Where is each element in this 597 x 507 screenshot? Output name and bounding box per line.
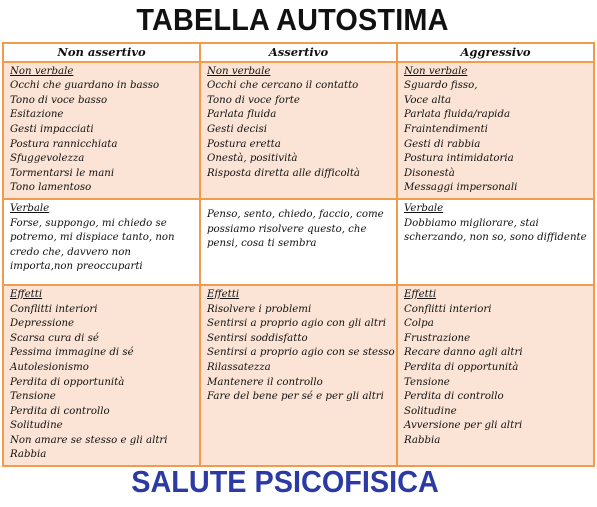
- list-item: Postura intimidatoria: [404, 153, 514, 165]
- header-aggressivo: Aggressivo: [397, 43, 594, 62]
- list-item: Perdita di opportunità: [404, 361, 519, 373]
- list-item: Gesti di rabbia: [404, 138, 481, 150]
- section-heading: Non verbale: [10, 65, 74, 77]
- list-item: Tono lamentoso: [10, 182, 92, 194]
- list-item: Tormentarsi le mani: [10, 167, 115, 179]
- list-item: Voce alta: [404, 94, 452, 106]
- list-item: Solitudine: [10, 420, 63, 432]
- cell-verbale-non-assertivo: [3, 199, 200, 285]
- list-item: Conflitti interiori: [10, 303, 98, 315]
- list-item: Solitudine: [404, 405, 457, 417]
- list-item: Postura rannicchiata: [10, 138, 118, 150]
- non-verbale-row: [3, 62, 594, 199]
- cell-non-verbale-aggressivo: [397, 62, 594, 199]
- list-item: Tono di voce basso: [10, 94, 108, 106]
- list-item: Sentirsi a proprio agio con gli altri: [207, 318, 387, 330]
- verbal-text: Forse, suppongo, mi chiedo se potremo, mi dispiace tanto, non credo che, davvero non importa,non preoccuparti: [10, 217, 175, 273]
- list-item: Perdita di controllo: [404, 391, 504, 403]
- section-heading: Non verbale: [404, 65, 468, 77]
- list-item: Depressione: [10, 318, 75, 330]
- list-item: Messaggi impersonali: [404, 182, 518, 194]
- list-item: Gesti decisi: [207, 123, 267, 135]
- footer-title: SALUTE PSICOFISICA: [131, 464, 439, 499]
- list-item: Parlata fluida/rapida: [404, 109, 511, 121]
- list-item: Risolvere i problemi: [207, 303, 312, 315]
- cell-effetti-non-assertivo: [3, 285, 200, 466]
- list-item: Sentirsi a proprio agio con se stesso: [207, 347, 395, 359]
- list-item: Perdita di opportunità: [10, 376, 125, 388]
- list-item: Tensione: [404, 376, 450, 388]
- cell-verbale-aggressivo: [397, 199, 594, 285]
- list-item: Scarsa cura di sé: [10, 332, 99, 344]
- list-item: Postura eretta: [207, 138, 281, 150]
- list-item: Non amare se stesso e gli altri: [10, 434, 168, 446]
- section-heading: Effetti: [10, 288, 43, 300]
- list-item: Autolesionismo: [10, 361, 89, 373]
- list-item: Frustrazione: [404, 332, 471, 344]
- cell-non-verbale-non-assertivo: [3, 62, 200, 199]
- list-item: Gesti impacciati: [10, 123, 94, 135]
- list-item: Rabbia: [10, 449, 47, 461]
- list-item: Disonestà: [404, 167, 455, 179]
- list-item: Fare del bene per sé e per gli altri: [207, 391, 384, 403]
- verbal-text: Penso, sento, chiedo, faccio, come possiamo risolvere questo, che pensi, cosa ti sembra: [207, 208, 384, 250]
- list-item: Rabbia: [404, 434, 441, 446]
- list-item: Perdita di controllo: [10, 405, 110, 417]
- section-heading: Verbale: [404, 202, 444, 214]
- list-item: Tensione: [10, 391, 56, 403]
- list-item: Sguardo fisso,: [404, 80, 478, 92]
- verbal-text: Dobbiamo migliorare, stai scherzando, non so, sono diffidente: [404, 217, 587, 244]
- list-item: Pessima immagine di sé: [10, 347, 134, 359]
- cell-non-verbale-assertivo: [200, 62, 397, 199]
- header-non-assertivo: Non assertivo: [3, 43, 200, 62]
- cell-effetti-aggressivo: [397, 285, 594, 466]
- section-heading: Verbale: [10, 202, 50, 214]
- list-item: Colpa: [404, 318, 434, 330]
- verbale-row: [3, 199, 594, 285]
- header-assertivo: Assertivo: [200, 43, 397, 62]
- cell-verbale-assertivo: [200, 199, 397, 285]
- header-row: [3, 43, 594, 62]
- list-item: Avversione per gli altri: [404, 420, 523, 432]
- list-item: Tono di voce forte: [207, 94, 300, 106]
- effetti-row: [3, 285, 594, 466]
- list-item: Fraintendimenti: [404, 123, 488, 135]
- list-item: Mantenere il controllo: [207, 376, 323, 388]
- page-title: TABELLA AUTOSTIMA: [136, 2, 449, 37]
- list-item: Esitazione: [10, 109, 64, 121]
- cell-effetti-assertivo: [200, 285, 397, 466]
- section-heading: Non verbale: [207, 65, 271, 77]
- list-item: Sfuggevolezza: [10, 153, 85, 165]
- section-heading: Effetti: [207, 288, 240, 300]
- list-item: Occhi che cercano il contatto: [207, 80, 359, 92]
- list-item: Sentirsi soddisfatto: [207, 332, 308, 344]
- section-heading: Effetti: [404, 288, 437, 300]
- list-item: Recare danno agli altri: [404, 347, 523, 359]
- list-item: Rilassatezza: [207, 361, 271, 373]
- list-item: Parlata fluida: [207, 109, 277, 121]
- list-item: Conflitti interiori: [404, 303, 492, 315]
- list-item: Risposta diretta alle difficoltà: [207, 167, 361, 179]
- list-item: Onestà, positività: [207, 153, 298, 165]
- self-esteem-table: [2, 42, 595, 467]
- list-item: Occhi che guardano in basso: [10, 80, 160, 92]
